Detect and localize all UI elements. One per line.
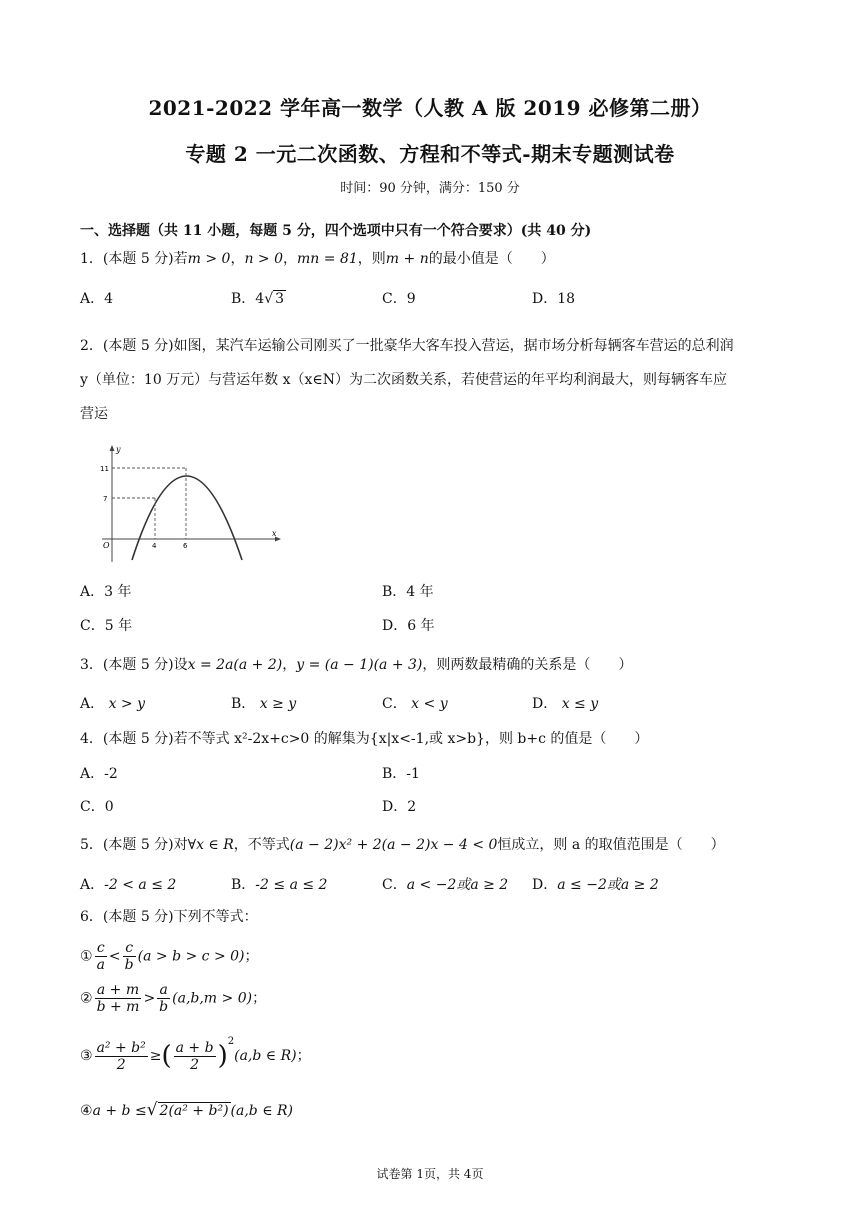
question-3 [80, 654, 632, 674]
exponent: 2 [227, 1036, 235, 1047]
q3-option-b[interactable] [231, 693, 296, 713]
q5-mid: ，不等式 [233, 837, 290, 853]
condition: (a,b ∈ R) [230, 1103, 294, 1119]
option-value: x ≥ y [259, 696, 297, 712]
q1-prefix: 1．(本题 5 分)若 [80, 251, 188, 267]
section-heading: 一、选择题（共 11 小题，每题 5 分，四个选项中只有一个符合要求）(共 40 分) [80, 223, 592, 239]
denominator: b + m [96, 999, 140, 1015]
q1-mid: ，则 [357, 251, 386, 267]
q1-option-d[interactable] [532, 288, 575, 308]
circled-1-icon: ① [80, 948, 93, 965]
numerator: c [123, 940, 136, 957]
q5-inequality: (a − 2)x² + 2(a − 2)x − 4 < 0 [289, 837, 498, 853]
q6-item-4 [80, 1100, 293, 1120]
circled-4-icon: ④ [80, 1103, 93, 1119]
denominator: b [159, 999, 169, 1015]
y-axis-arrow-icon [110, 445, 115, 451]
option-value: -2 < a ≤ 2 [104, 877, 177, 893]
numerator: a + b [175, 1039, 214, 1056]
circled-3-icon: ③ [80, 1048, 93, 1064]
right-paren: ) [217, 1041, 228, 1071]
fraction [95, 1040, 148, 1073]
question-2-line-3: 营运 [80, 406, 108, 422]
option-radicand: 3 [275, 291, 285, 307]
radicand: 2(a² + b²) [159, 1103, 229, 1119]
page-footer: 试卷第 1页，共 4页 [376, 1167, 484, 1181]
q1-option-c[interactable] [382, 288, 416, 308]
option-label: C． [382, 877, 407, 893]
title-line-1: 2021-2022 学年高一数学（人教 A 版 2019 必修第二册） [148, 96, 712, 120]
q5-option-d[interactable] [532, 874, 659, 894]
option-label: B． [231, 696, 256, 712]
q3-prefix: 3．(本题 5 分)设 [80, 657, 188, 673]
q3-sep: ， [282, 657, 297, 673]
fraction [123, 940, 136, 973]
q2-option-d[interactable]: D．6 年 [382, 618, 435, 634]
question-6: 6．(本题 5 分)下列不等式： [80, 909, 258, 925]
option-value: a < −2或a ≥ 2 [406, 877, 509, 893]
q5-option-c[interactable] [382, 874, 508, 894]
option-value: 4 [104, 291, 114, 307]
q3-option-c[interactable] [382, 693, 448, 713]
exam-meta: 时间：90 分钟，满分：150 分 [340, 181, 520, 196]
question-5 [80, 834, 725, 854]
q1-cond-1: m > 0 [187, 251, 231, 267]
q4-option-c[interactable]: C．0 [80, 799, 114, 815]
option-value: 18 [557, 291, 576, 307]
option-label: B． [231, 877, 256, 893]
question-2-line-2: y（单位：10 万元）与营运年数 x（x∈N）为二次函数关系，若使营运的年平均利润最大，则每辆客车应 [80, 372, 728, 388]
end-mark: ； [252, 990, 267, 1007]
q1-option-a[interactable] [80, 288, 113, 308]
option-value: x > y [108, 696, 146, 712]
left-paren: ( [161, 1041, 172, 1071]
option-label: D． [532, 696, 558, 712]
q4-option-a[interactable]: A．-2 [80, 766, 118, 782]
q6-item-1 [80, 940, 259, 973]
x-axis-label: x [272, 529, 277, 538]
option-label: C． [382, 291, 407, 307]
q3-suffix: ，则两数最精确的关系是（ ） [422, 657, 633, 673]
parabola-graph [92, 442, 282, 564]
option-coef: 4 [255, 291, 265, 307]
option-label: D． [532, 877, 558, 893]
question-1 [80, 248, 555, 268]
title-line-2: 专题 2 一元二次函数、方程和不等式-期末专题测试卷 [185, 142, 675, 166]
option-value: x < y [411, 696, 448, 712]
q4-option-b[interactable]: B．-1 [382, 766, 420, 782]
end-mark: ； [296, 1048, 311, 1064]
y-axis-label: y [116, 445, 121, 454]
q1-sep: ， [230, 251, 245, 267]
denominator: b [124, 957, 134, 973]
fraction [95, 940, 107, 973]
condition: (a,b ∈ R) [234, 1048, 297, 1064]
condition: (a > b > c > 0) [137, 948, 245, 965]
option-label: A． [80, 291, 105, 307]
q3-y-expr: y = (a − 1)(a + 3) [296, 657, 423, 673]
q4-option-d[interactable]: D．2 [382, 799, 417, 815]
fraction [95, 982, 142, 1015]
question-4: 4．(本题 5 分)若不等式 x²-2x+c>0 的解集为{x|x<-1,或 x>b}，则 b+c 的值是（ ） [80, 731, 649, 747]
q1-suffix: 的最小值是（ ） [428, 251, 555, 267]
q6-item-2 [80, 982, 266, 1015]
operator: > [143, 990, 156, 1007]
question-2-line-1: 2．(本题 5 分)如图，某汽车运输公司刚买了一批豪华大客车投入营运，据市场分析每辆客车营运的总利润 [80, 338, 734, 354]
origin-label: O [103, 541, 110, 550]
y-tick-11: 11 [100, 465, 109, 473]
q5-forall: ∀x ∈ R [187, 837, 234, 853]
q3-x-expr: x = 2a(a + 2) [187, 657, 283, 673]
denominator: 2 [116, 1056, 126, 1073]
option-value: 9 [406, 291, 416, 307]
option-label: D． [532, 291, 558, 307]
numerator: a² + b² [96, 1039, 146, 1056]
option-value: -2 ≤ a ≤ 2 [255, 877, 328, 893]
option-label: B． [231, 291, 256, 307]
x-tick-6: 6 [183, 542, 188, 550]
q2-option-a[interactable]: A．3 年 [80, 584, 132, 600]
q5-prefix: 5．(本题 5 分)对 [80, 837, 188, 853]
x-tick-4: 4 [152, 542, 157, 550]
operator: ≥ [149, 1048, 162, 1064]
q1-cond-3: mn = 81 [297, 251, 358, 267]
q3-option-d[interactable] [532, 693, 598, 713]
q2-option-b[interactable]: B．4 年 [382, 584, 434, 600]
q5-suffix: 恒成立，则 a 的取值范围是（ ） [497, 837, 725, 853]
q1-cond-2: n > 0 [244, 251, 284, 267]
lhs: a + b ≤ [92, 1103, 147, 1119]
option-value: x ≤ y [561, 696, 599, 712]
option-label: C． [382, 696, 407, 712]
numerator: a [157, 982, 170, 999]
q6-item-3 [80, 1036, 311, 1073]
option-label: A． [80, 696, 105, 712]
fraction [174, 1040, 216, 1073]
end-mark: ； [244, 948, 259, 965]
option-label: A． [80, 877, 105, 893]
denominator: 2 [190, 1056, 200, 1073]
denominator: a [96, 957, 105, 973]
option-value: a ≤ −2或a ≥ 2 [557, 877, 659, 893]
q3-option-a[interactable] [80, 693, 145, 713]
sqrt-icon: √ [264, 291, 274, 307]
y-tick-7: 7 [103, 495, 108, 503]
numerator: c [95, 940, 107, 957]
circled-2-icon: ② [80, 990, 93, 1007]
condition: (a,b,m > 0) [172, 990, 253, 1007]
q1-option-b[interactable] [231, 288, 286, 308]
numerator: a + m [95, 982, 142, 999]
q1-sep: ， [283, 251, 298, 267]
q5-option-a[interactable] [80, 874, 176, 894]
q2-option-c[interactable]: C．5 年 [80, 618, 133, 634]
sqrt-icon: √ [146, 1100, 158, 1120]
q5-option-b[interactable] [231, 874, 327, 894]
q1-expr: m + n [385, 251, 429, 267]
operator: < [108, 948, 121, 965]
fraction [157, 982, 170, 1015]
